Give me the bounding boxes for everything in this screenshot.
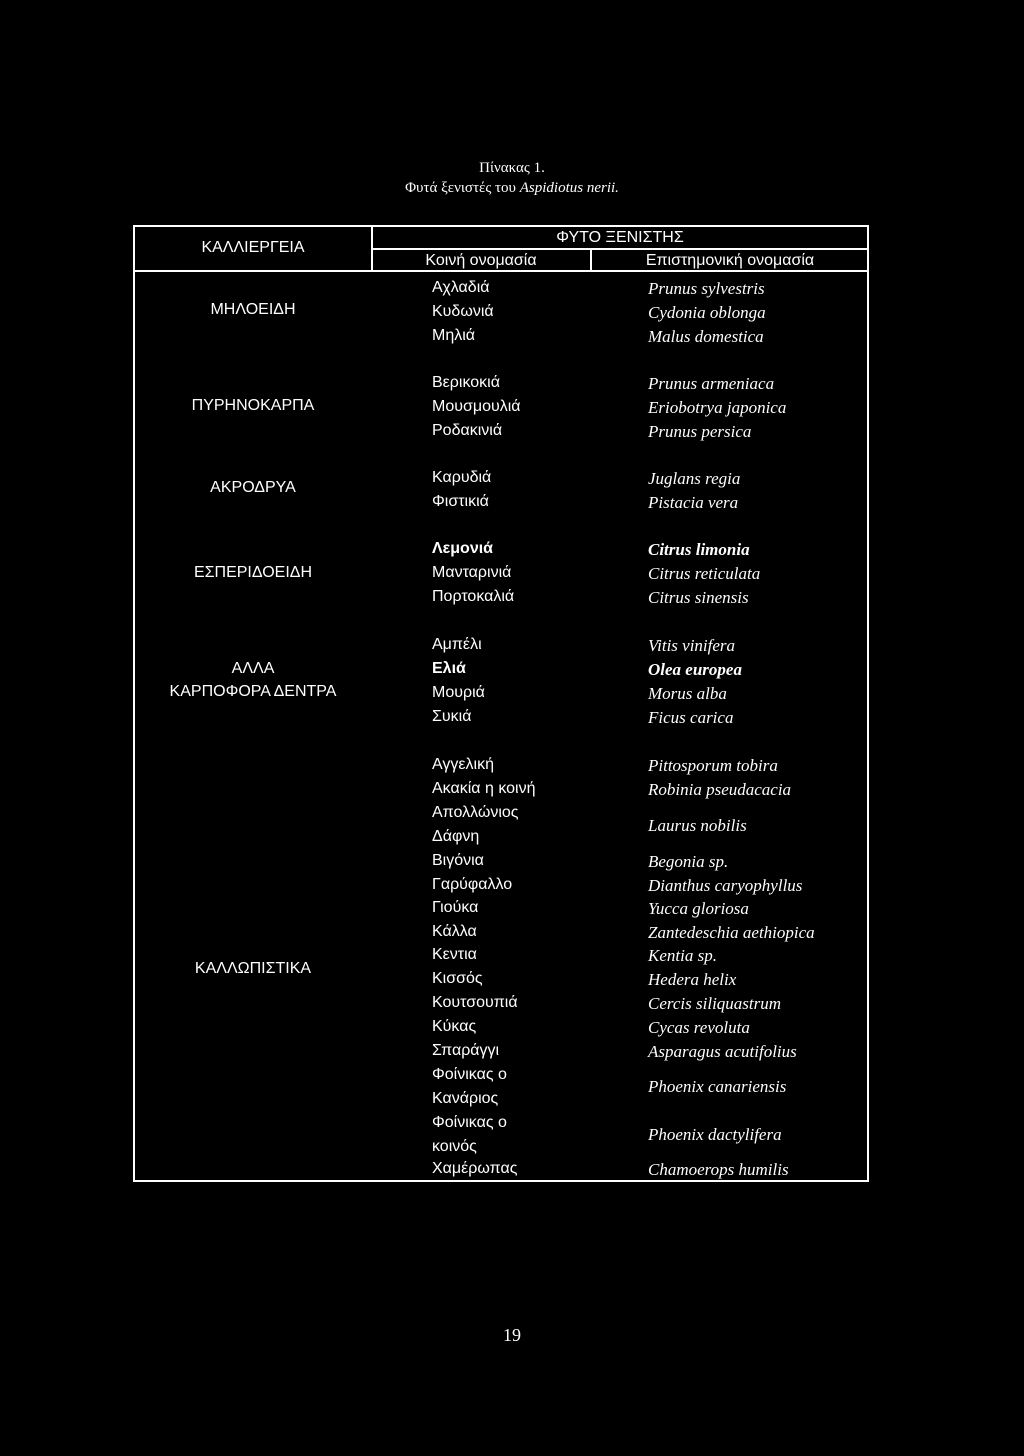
scientific-name: Laurus nobilis [648,816,747,835]
common-name: Φοίνικας ο [432,1114,507,1131]
header-scientific-name: Επιστημονική ονομασία [645,252,815,269]
common-name: Μουσμουλιά [432,398,521,415]
scientific-name: Asparagus acutifolius [648,1042,797,1061]
scientific-name: Prunus persica [648,422,752,441]
category-stone-fruits: ΠΥΡΗΝΟΚΑΡΠΑ [191,397,315,414]
common-name-line2: Δάφνη [432,828,480,845]
common-name: Καρυδιά [432,469,492,486]
scientific-name: Citrus limonia [648,540,750,559]
common-name: Κάλλα [432,923,477,940]
scientific-name: Phoenix dactylifera [648,1125,782,1144]
common-name: Ελιά [432,660,466,677]
scientific-name: Pittosporum tobira [648,756,778,775]
common-name: Μανταρινιά [432,564,512,581]
common-name: Μουριά [432,684,485,701]
common-name: Φιστικιά [432,493,489,510]
common-name: Κυδωνιά [432,303,494,320]
common-name: Φοίνικας ο [432,1066,507,1083]
scientific-name: Zantedeschia aethiopica [648,923,815,942]
common-name: Σπαράγγι [432,1042,500,1059]
scientific-name: Prunus armeniaca [648,374,775,393]
header-bottom-line [134,270,868,272]
scientific-name: Cydonia oblonga [648,303,766,322]
scientific-name: Cycas revoluta [648,1018,750,1037]
common-name: Μηλιά [432,327,476,344]
category-ornamentals: ΚΑΛΛΩΠΙΣΤΙΚΑ [194,960,312,977]
header-divider-host [372,248,868,250]
scientific-name: Phoenix canariensis [648,1077,787,1096]
common-name: Γαρύφαλλο [432,876,513,893]
common-name: Ροδακινιά [432,422,503,439]
host-plants-table [133,225,869,1182]
common-name: Κουτσουπιά [432,994,518,1011]
common-name: Συκιά [432,708,472,725]
scientific-name: Begonia sp. [648,852,729,871]
page-number: 19 [503,1325,521,1345]
header-host-plant: ΦΥΤΟ ΞΕΝΙΣΤΗΣ [556,229,684,246]
scientific-name: Vitis vinifera [648,636,736,655]
common-name: Κισσός [432,970,483,987]
scientific-name: Hedera helix [648,970,737,989]
common-name: Χαμέρωπας [432,1160,518,1177]
caption-species: Aspidiotus nerii. [519,180,619,196]
scientific-name: Robinia pseudacacia [648,780,792,799]
table-caption-subtitle [0,180,1024,197]
scientific-name: Prunus sylvestris [648,279,765,298]
common-name: Λεμονιά [432,540,494,557]
category-nuts: ΑΚΡΟΔΡΥΑ [210,479,296,496]
scientific-name: Kentia sp. [648,946,717,965]
common-name: Αμπέλι [432,636,482,653]
scientific-name: Citrus sinensis [648,588,749,607]
category-other-fruit-trees-line2: ΚΑΡΠΟΦΟΡΑ ΔΕΝΤΡΑ [169,683,337,700]
scientific-name: Juglans regia [648,469,741,488]
common-name: Γιούκα [432,899,479,916]
scientific-name: Malus domestica [648,327,764,346]
common-name-line2: κοινός [432,1138,477,1155]
common-name: Πορτοκαλιά [432,588,515,605]
common-name: Αγγελική [432,756,494,773]
category-citrus: ΕΣΠΕΡΙΔΟΕΙΔΗ [193,564,313,581]
scientific-name: Pistacia vera [648,493,739,512]
common-name: Κύκας [432,1018,477,1035]
common-name: Αχλαδιά [432,279,490,296]
caption-prefix: Φυτά ξενιστές του [405,180,520,196]
common-name: Κεντια [432,946,477,963]
common-name: Βερικοκιά [432,374,500,391]
common-name: Ακακία η κοινή [432,780,536,797]
scientific-name: Citrus reticulata [648,564,761,583]
common-name-line2: Κανάριος [432,1090,499,1107]
category-pomes: ΜΗΛΟΕΙΔΗ [210,301,296,318]
scientific-name: Dianthus caryophyllus [648,876,803,895]
scientific-name: Eriobotrya japonica [648,398,787,417]
scientific-name: Ficus carica [648,708,734,727]
category-other-fruit-trees: ΑΛΛΑ [231,660,275,677]
scientific-name: Morus alba [648,684,727,703]
scientific-name: Olea europea [648,660,742,679]
scientific-name: Cercis siliquastrum [648,994,782,1013]
scientific-name: Yucca gloriosa [648,899,749,918]
common-name: Απολλώνιος [432,804,519,821]
table-caption-title: Πίνακας 1. [479,160,545,176]
scientific-name: Chamoerops humilis [648,1160,789,1179]
header-crop: ΚΑΛΛΙΕΡΓΕΙΑ [201,239,305,256]
common-name: Βιγόνια [432,852,484,869]
header-common-name: Κοινή ονομασία [425,252,537,269]
